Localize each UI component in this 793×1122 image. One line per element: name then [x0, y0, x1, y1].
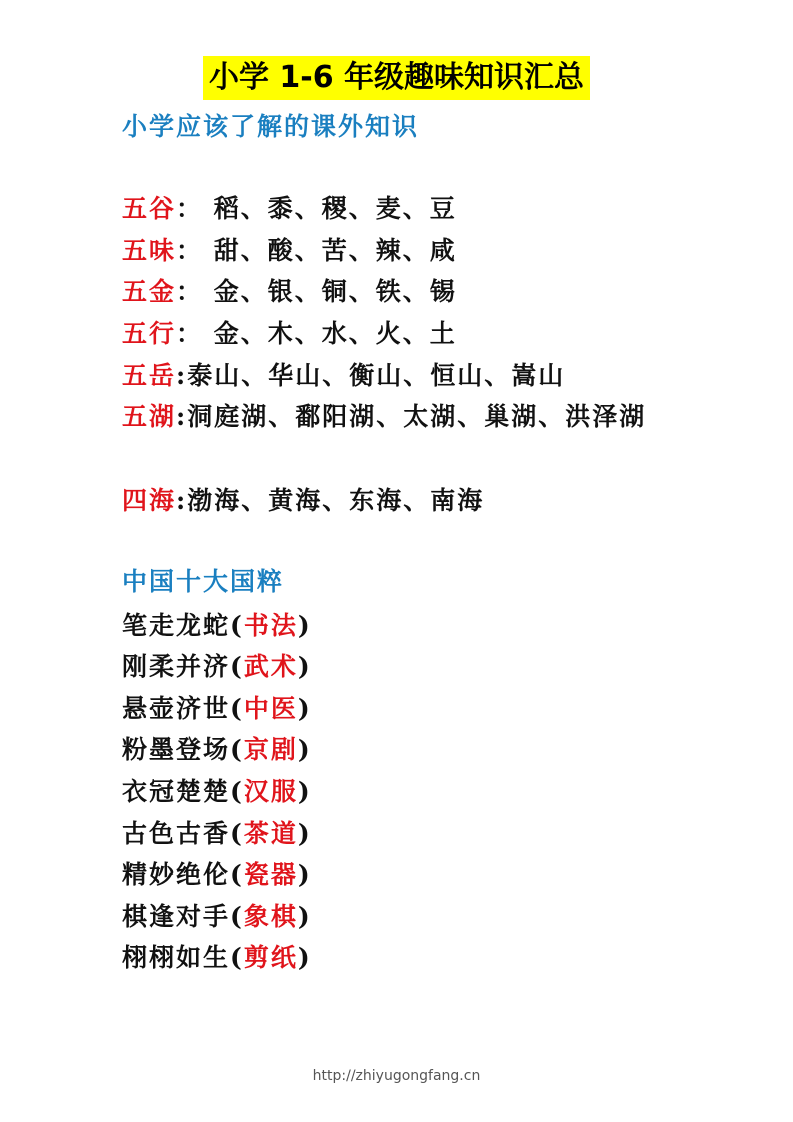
answer: 京剧	[243, 735, 298, 764]
list-item	[122, 313, 682, 355]
answer: 茶道	[243, 819, 298, 848]
item-text: 泰山、华山、衡山、恒山、嵩山	[187, 361, 566, 390]
list-item	[122, 355, 682, 397]
item-text: 渤海、黄海、东海、南海	[187, 486, 485, 515]
phrase: 古色古香	[122, 819, 231, 848]
item-text: 金、银、铜、铁、锡	[213, 277, 457, 306]
phrase: 悬壶济世	[122, 694, 231, 723]
item-sep: ：	[176, 194, 204, 223]
list-item: 棋逢对手(象棋)	[122, 902, 312, 931]
item-key: 五湖	[122, 402, 177, 431]
page-title: 小学 1-6 年级趣味知识汇总	[203, 56, 590, 100]
answer: 中医	[243, 694, 298, 723]
answer: 瓷器	[243, 860, 298, 889]
item-key: 五味	[122, 236, 177, 265]
phrase: 笔走龙蛇	[122, 611, 231, 640]
list-item: 悬壶济世(中医)	[122, 694, 312, 723]
list-item: 精妙绝伦(瓷器)	[122, 860, 312, 889]
answer: 剪纸	[243, 943, 298, 972]
answer: 汉服	[243, 777, 298, 806]
list-item: 粉墨登场(京剧)	[122, 735, 312, 764]
list-item	[122, 230, 682, 272]
list-item	[122, 188, 682, 230]
item-key: 四海	[122, 486, 177, 515]
phrase: 粉墨登场	[122, 735, 231, 764]
footer-url: http://zhiyugongfang.cn	[312, 1068, 481, 1084]
list-item	[122, 480, 682, 522]
phrase: 棋逢对手	[122, 902, 231, 931]
phrase: 衣冠楚楚	[122, 777, 231, 806]
item-key: 五行	[122, 319, 177, 348]
list-item	[122, 396, 682, 438]
answer: 象棋	[243, 902, 298, 931]
list-item: 衣冠楚楚(汉服)	[122, 777, 312, 806]
phrase: 精妙绝伦	[122, 860, 231, 889]
item-text: 稻、黍、稷、麦、豆	[213, 194, 457, 223]
title-wrapper	[0, 56, 793, 100]
item-text: 金、木、水、火、土	[213, 319, 457, 348]
item-key: 五金	[122, 277, 177, 306]
phrase: 栩栩如生	[122, 943, 231, 972]
item-sep: :	[176, 361, 188, 390]
item-key: 五岳	[122, 361, 177, 390]
item-sep: ：	[176, 277, 204, 306]
item-key: 五谷	[122, 194, 177, 223]
item-sep: :	[176, 402, 188, 431]
answer: 书法	[243, 611, 298, 640]
section2-heading: 中国十大国粹	[122, 567, 285, 596]
item-sep: ：	[176, 319, 204, 348]
list-item	[122, 271, 682, 313]
item-sep: :	[176, 486, 188, 515]
answer: 武术	[243, 652, 298, 681]
list-item: 刚柔并济(武术)	[122, 652, 312, 681]
item-text: 甜、酸、苦、辣、咸	[213, 236, 457, 265]
list-item: 古色古香(茶道)	[122, 819, 312, 848]
phrase: 刚柔并济	[122, 652, 231, 681]
list-item: 笔走龙蛇(书法)	[122, 611, 312, 640]
section1-heading: 小学应该了解的课外知识	[122, 112, 420, 141]
list-item: 栩栩如生(剪纸)	[122, 943, 312, 972]
item-text: 洞庭湖、鄱阳湖、太湖、巢湖、洪泽湖	[187, 402, 647, 431]
item-sep: ：	[176, 236, 204, 265]
